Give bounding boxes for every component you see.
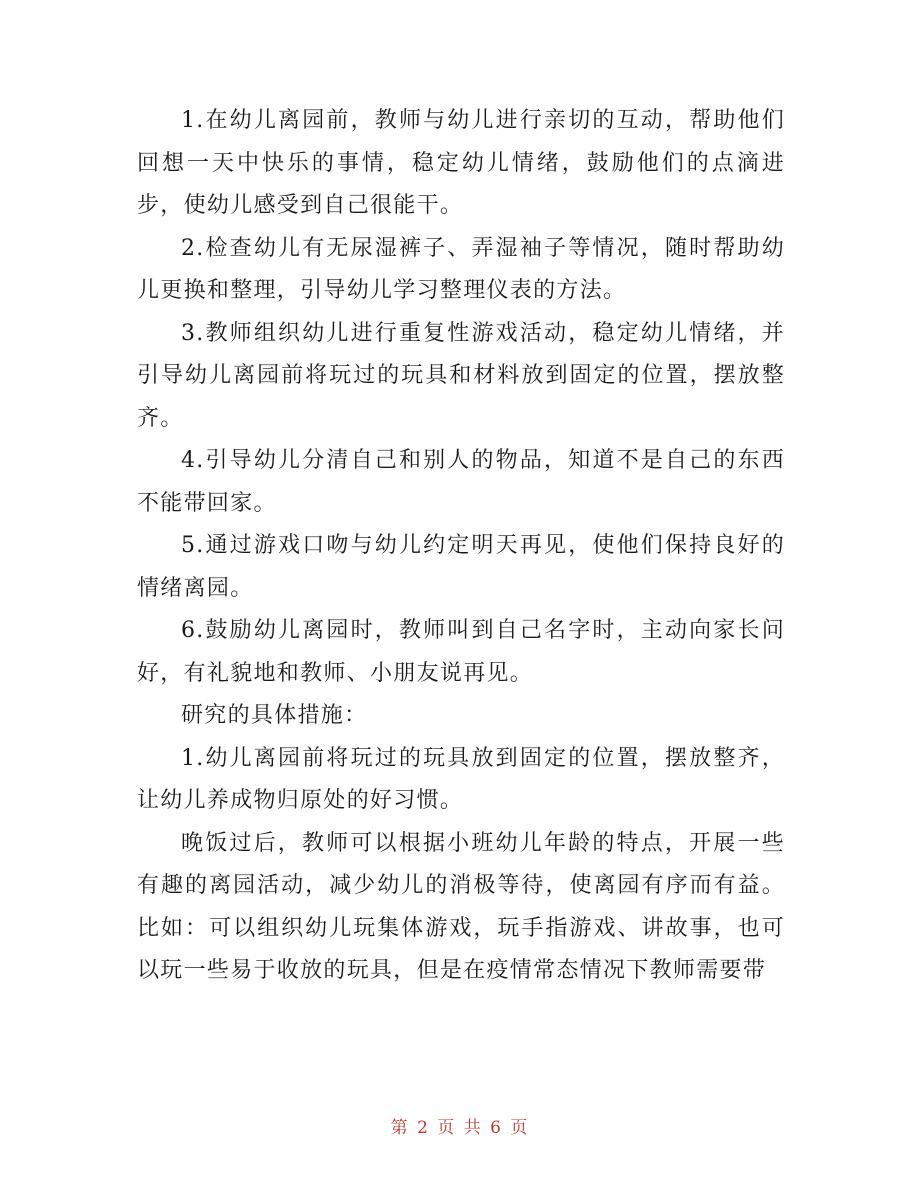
paragraph-1: 1.在幼儿离园前，教师与幼儿进行亲切的互动，帮助他们回想一天中快乐的事情，稳定幼儿情绪，鼓励他们的点滴进步，使幼儿感受到自己很能干。 [137,108,785,218]
measure-1: 1.幼儿离园前将玩过的玩具放到固定的位置，摆放整齐，让幼儿养成物归原处的好习惯。 [137,745,785,813]
paragraph-3: 3.教师组织幼儿进行重复性游戏活动，稳定幼儿情绪，并引导幼儿离园前将玩过的玩具和材料放到固定的位置，摆放整齐。 [137,320,785,431]
document-body [137,100,785,993]
section-heading: 研究的具体措施： [181,703,368,728]
paragraph-4: 4.引导幼儿分清自己和别人的物品，知道不是自己的东西不能带回家。 [137,448,785,516]
paragraph-5: 5.通过游戏口吻与幼儿约定明天再见，使他们保持良好的情绪离园。 [137,533,785,601]
page-number-footer: 第 2 页 共 6 页 [390,1118,530,1138]
paragraph-2: 2.检查幼儿有无尿湿裤子、弄湿袖子等情况，随时帮助幼儿更换和整理，引导幼儿学习整理仪表的方法。 [137,235,785,303]
paragraph-evening: 晚饭过后，教师可以根据小班幼儿年龄的特点，开展一些有趣的离园活动，减少幼儿的消极等待，使离园有序而有益。比如：可以组织幼儿玩集体游戏，玩手指游戏、讲故事，也可以玩一些易于收放的玩具，但是在疫情常态情况下教师需要带 [137,830,785,983]
paragraph-6: 6.鼓励幼儿离园时，教师叫到自己名字时，主动向家长问好，有礼貌地和教师、小朋友说再见。 [137,618,785,686]
